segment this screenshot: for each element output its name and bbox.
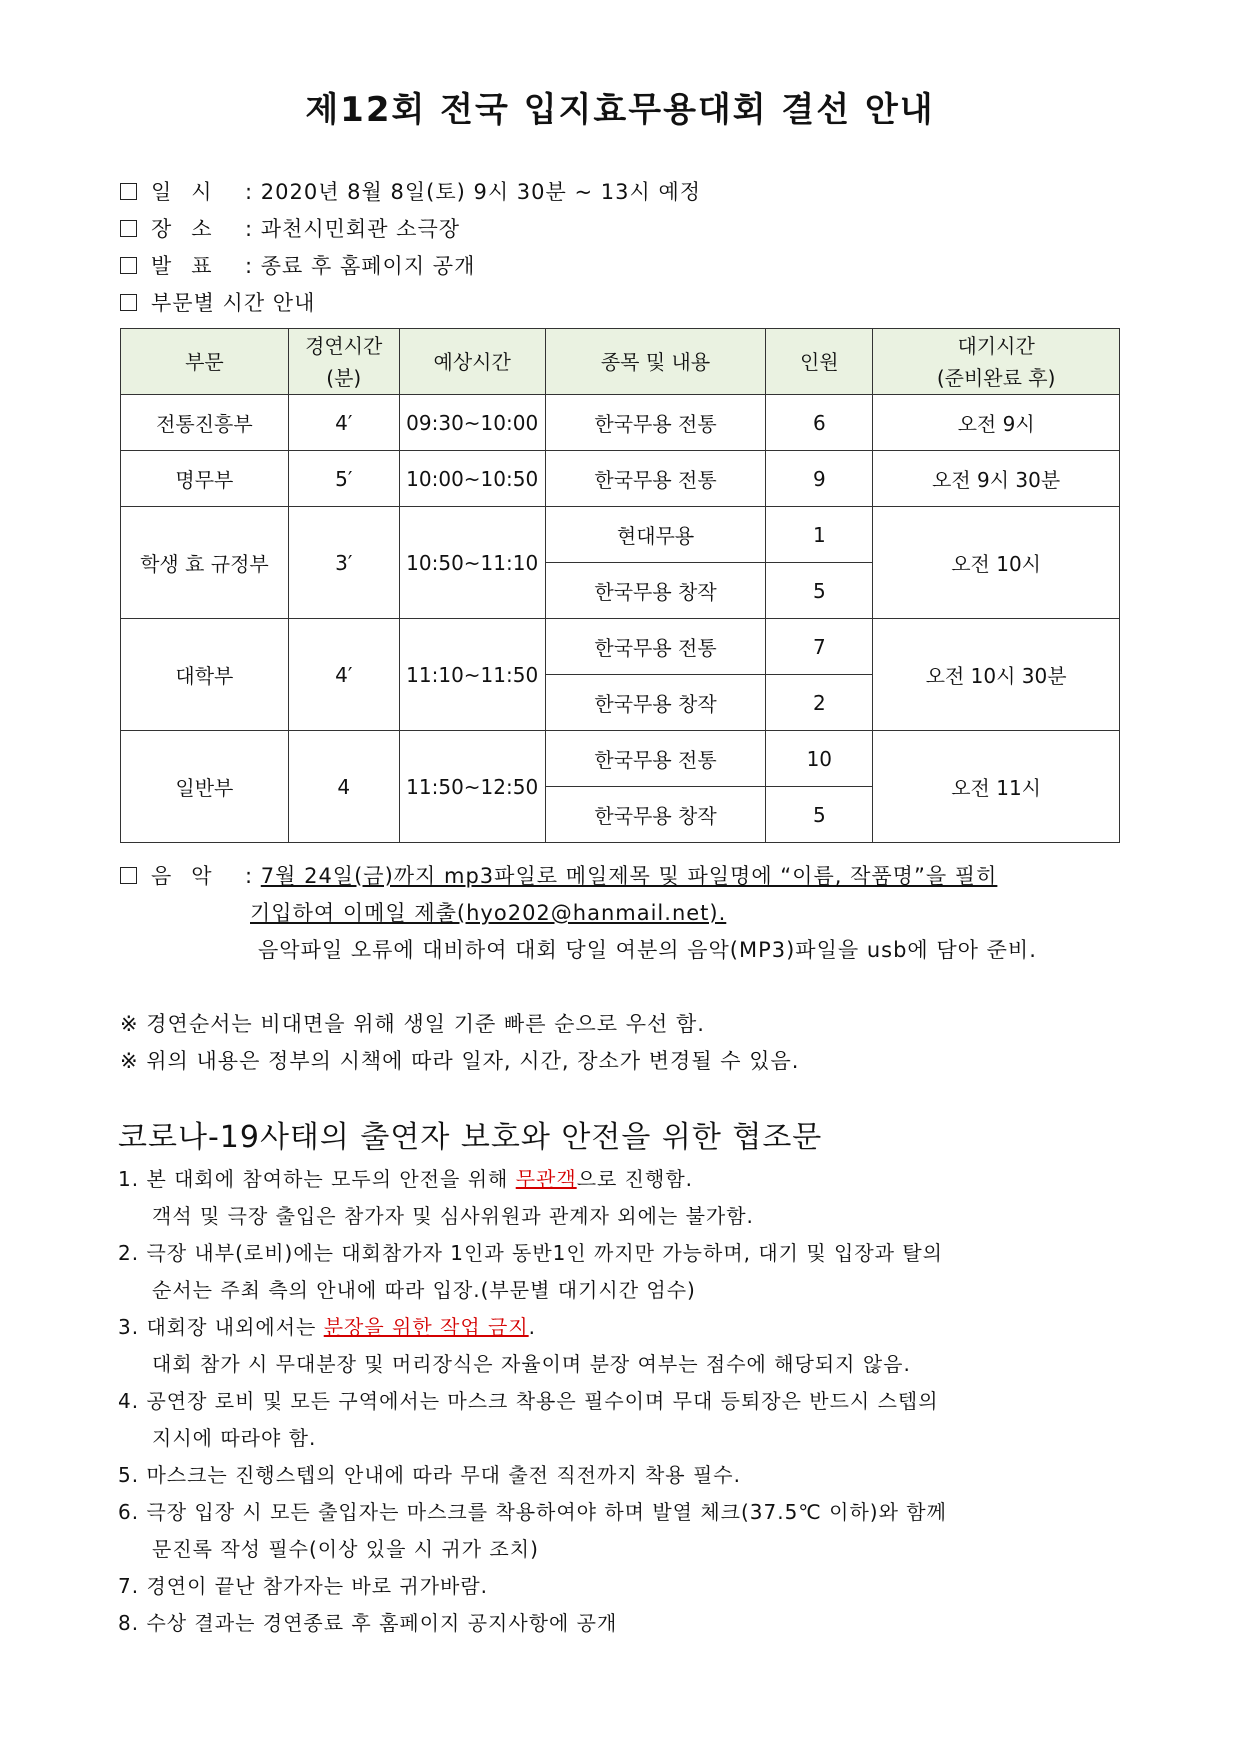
cell-count: 1 xyxy=(766,507,873,563)
covid-item-2-line-2: 순서는 주최 측의 안내에 따라 입장.(부문별 대기시간 엄수) xyxy=(152,1278,696,1302)
cell-category: 한국무용 창작 xyxy=(545,787,766,843)
covid-item-1-text-a: 1. 본 대회에 참여하는 모두의 안전을 위해 xyxy=(118,1167,516,1191)
cell-duration: 4′ xyxy=(288,619,399,731)
info-date xyxy=(120,176,701,206)
cell-count: 6 xyxy=(766,395,873,451)
table-header-row xyxy=(121,329,1120,395)
cell-category: 한국무용 전통 xyxy=(545,619,766,675)
cell-category: 한국무용 창작 xyxy=(545,675,766,731)
covid-item-1 xyxy=(118,1163,693,1192)
header-wait-l2: (준비완료 후) xyxy=(936,365,1056,390)
table-row xyxy=(121,507,1120,563)
info-value: 과천시민회관 소극장 xyxy=(260,217,461,241)
header-duration-l2: (분) xyxy=(326,365,362,390)
covid-item-6-line-2: 문진록 작성 필수(이상 있을 시 귀가 조치) xyxy=(152,1537,539,1561)
cell-category: 한국무용 전통 xyxy=(545,731,766,787)
covid-item-8: 8. 수상 결과는 경연종료 후 홈페이지 공지사항에 공개 xyxy=(118,1611,618,1635)
checkbox-icon xyxy=(120,294,137,311)
music-line-3: 음악파일 오류에 대비하여 대회 당일 여분의 음악(MP3)파일을 usb에 담아 준비. xyxy=(258,938,1037,962)
covid-item-6: 6. 극장 입장 시 모든 출입자는 마스크를 착용하여야 하며 발열 체크(37.5℃ 이하)와 함께 xyxy=(118,1500,947,1524)
cell-wait: 오전 10시 xyxy=(873,507,1120,619)
table-row xyxy=(121,451,1120,507)
schedule-table xyxy=(120,328,1120,843)
cell-division: 대학부 xyxy=(121,619,289,731)
header-category: 종목 및 내용 xyxy=(545,329,766,395)
info-label: 장 소 xyxy=(151,217,212,241)
covid-item-7: 7. 경연이 끝난 참가자는 바로 귀가바람. xyxy=(118,1574,489,1598)
cell-duration: 4 xyxy=(288,731,399,843)
checkbox-icon xyxy=(120,220,137,237)
checkbox-icon xyxy=(120,257,137,274)
music-line-1 xyxy=(120,860,997,890)
cell-time: 09:30~10:00 xyxy=(399,395,545,451)
note-2: ※ 위의 내용은 정부의 시책에 따라 일자, 시간, 장소가 변경될 수 있음. xyxy=(120,1049,800,1073)
cell-duration: 3′ xyxy=(288,507,399,619)
music-line-2: 기입하여 이메일 제출(hyo202@hanmail.net). xyxy=(250,901,727,925)
header-duration xyxy=(288,329,399,395)
cell-category: 한국무용 전통 xyxy=(545,395,766,451)
covid-item-3-line-2: 대회 참가 시 무대분장 및 머리장식은 자율이며 분장 여부는 점수에 해당되지 않음. xyxy=(152,1352,911,1376)
covid-item-4-line-2: 지시에 따라야 함. xyxy=(152,1426,317,1450)
music-text-1: 7월 24일(금)까지 mp3파일로 메일제목 및 파일명에 “이름, 작품명”을 필히 xyxy=(260,864,998,888)
covid-item-1-text-b: 으로 진행함. xyxy=(576,1167,694,1191)
cell-category: 한국무용 창작 xyxy=(545,563,766,619)
cell-time: 11:10~11:50 xyxy=(399,619,545,731)
info-colon: : xyxy=(245,217,261,241)
info-value: 2020년 8월 8일(토) 9시 30분 ~ 13시 예정 xyxy=(260,180,702,204)
cell-division: 전통진흥부 xyxy=(121,395,289,451)
covid-item-1-emphasis: 무관객 xyxy=(515,1167,577,1191)
cell-category: 한국무용 전통 xyxy=(545,451,766,507)
info-venue xyxy=(120,213,460,243)
checkbox-icon xyxy=(120,867,137,884)
covid-item-1-line-2: 객석 및 극장 출입은 참가자 및 심사위원과 관계자 외에는 불가함. xyxy=(152,1204,754,1228)
cell-wait: 오전 9시 xyxy=(873,395,1120,451)
cell-division: 명무부 xyxy=(121,451,289,507)
info-label: 발 표 xyxy=(151,254,212,278)
music-label: 음 악 xyxy=(151,864,212,888)
covid-item-3-text-a: 3. 대회장 내외에서는 xyxy=(118,1315,324,1339)
table-row xyxy=(121,619,1120,675)
cell-division: 학생 효 규정부 xyxy=(121,507,289,619)
cell-category: 현대무용 xyxy=(545,507,766,563)
cell-duration: 5′ xyxy=(288,451,399,507)
info-colon: : xyxy=(245,254,261,278)
header-wait-l1: 대기시간 xyxy=(957,333,1035,358)
cell-count: 2 xyxy=(766,675,873,731)
cell-time: 10:50~11:10 xyxy=(399,507,545,619)
info-colon: : xyxy=(245,180,261,204)
cell-wait: 오전 11시 xyxy=(873,731,1120,843)
info-announcement xyxy=(120,250,475,280)
schedule-heading xyxy=(120,287,315,317)
header-count: 인원 xyxy=(766,329,873,395)
table-row xyxy=(121,395,1120,451)
header-wait xyxy=(873,329,1120,395)
cell-wait: 오전 10시 30분 xyxy=(873,619,1120,731)
cell-duration: 4′ xyxy=(288,395,399,451)
covid-item-3 xyxy=(118,1311,536,1340)
cell-count: 7 xyxy=(766,619,873,675)
covid-item-4: 4. 공연장 로비 및 모든 구역에서는 마스크 착용은 필수이며 무대 등퇴장은 반드시 스텝의 xyxy=(118,1389,939,1413)
music-colon: : xyxy=(245,864,261,888)
info-value: 종료 후 홈페이지 공개 xyxy=(260,254,476,278)
checkbox-icon xyxy=(120,183,137,200)
cell-count: 5 xyxy=(766,563,873,619)
note-1: ※ 경연순서는 비대면을 위해 생일 기준 빠른 순으로 우선 함. xyxy=(120,1012,705,1036)
cell-division: 일반부 xyxy=(121,731,289,843)
schedule-heading-text: 부문별 시간 안내 xyxy=(151,291,316,315)
covid-item-3-text-b: . xyxy=(528,1315,537,1339)
covid-heading: 코로나-19사태의 출연자 보호와 안전을 위한 협조문 xyxy=(118,1120,823,1155)
cell-count: 9 xyxy=(766,451,873,507)
header-division: 부문 xyxy=(121,329,289,395)
cell-wait: 오전 9시 30분 xyxy=(873,451,1120,507)
cell-time: 11:50~12:50 xyxy=(399,731,545,843)
cell-count: 5 xyxy=(766,787,873,843)
covid-item-3-emphasis: 분장을 위한 작업 금지 xyxy=(323,1315,529,1339)
page-title: 제12회 전국 입지효무용대회 결선 안내 xyxy=(305,90,935,130)
table-row xyxy=(121,731,1120,787)
header-time: 예상시간 xyxy=(399,329,545,395)
cell-time: 10:00~10:50 xyxy=(399,451,545,507)
info-label: 일 시 xyxy=(151,180,212,204)
covid-item-5: 5. 마스크는 진행스텝의 안내에 따라 무대 출전 직전까지 착용 필수. xyxy=(118,1463,741,1487)
cell-count: 10 xyxy=(766,731,873,787)
covid-item-2: 2. 극장 내부(로비)에는 대회참가자 1인과 동반1인 까지만 가능하며, 대기 및 입장과 탈의 xyxy=(118,1241,943,1265)
header-duration-l1: 경연시간 xyxy=(305,333,383,358)
